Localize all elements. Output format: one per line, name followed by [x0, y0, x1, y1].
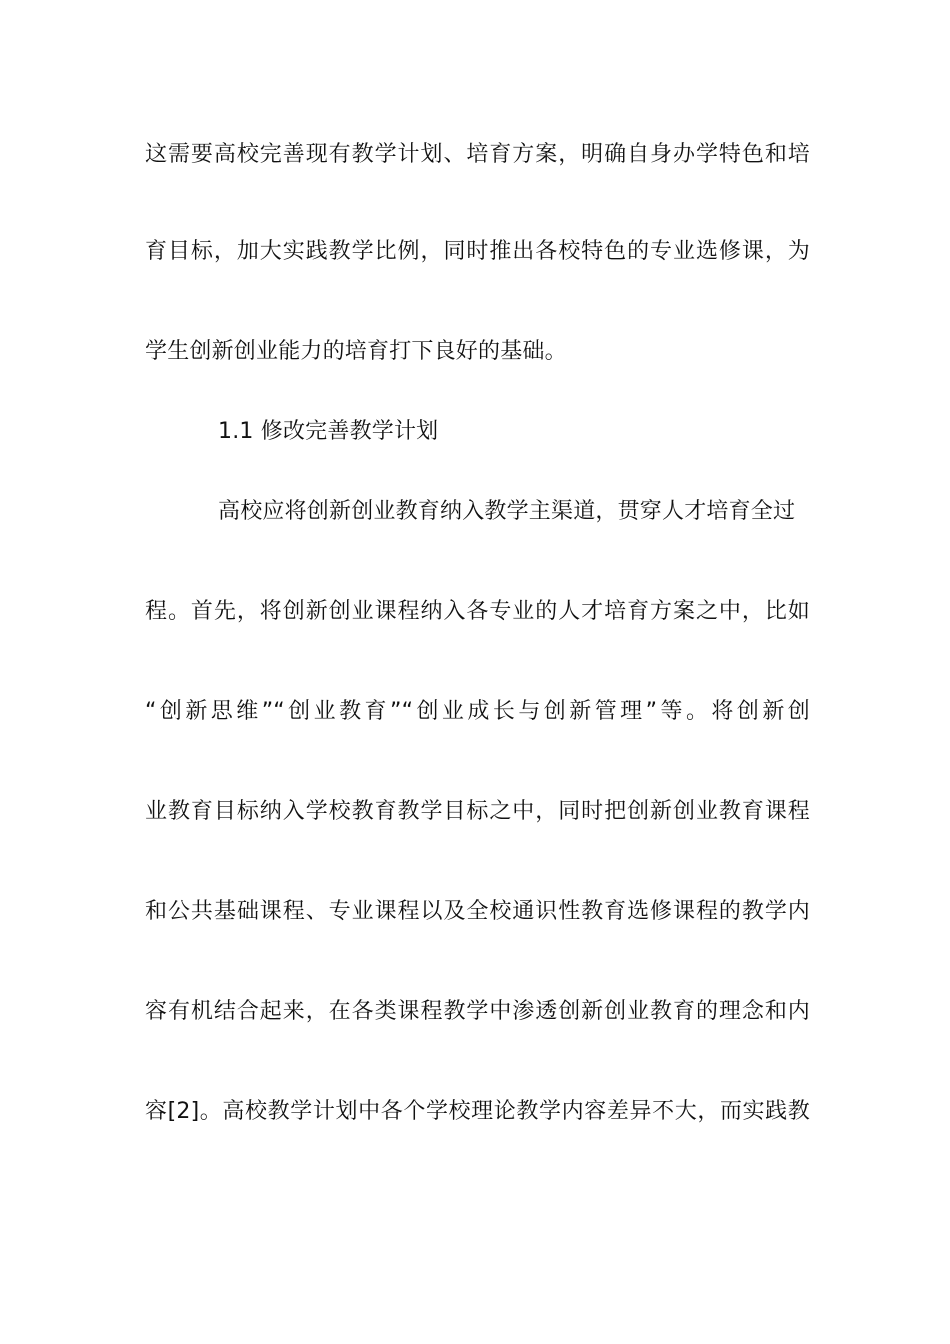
paragraph-line-1: 这需要高校完善现有教学计划、培育方案，明确自身办学特色和培 — [145, 142, 810, 167]
paragraph-line-4: 高校应将创新创业教育纳入教学主渠道，贯穿人才培育全过 — [218, 499, 796, 524]
paragraph-line-5: 程。首先，将创新创业课程纳入各专业的人才培育方案之中，比如 — [145, 599, 810, 624]
section-heading: 1.1 修改完善教学计划 — [218, 419, 439, 444]
paragraph-line-10: 容[2]。高校教学计划中各个学校理论教学内容差异不大，而实践教 — [145, 1099, 810, 1124]
paragraph-line-8: 和公共基础课程、专业课程以及全校通识性教育选修课程的教学内 — [145, 899, 810, 924]
paragraph-line-3: 学生创新创业能力的培育打下良好的基础。 — [145, 339, 567, 364]
paragraph-line-6: “创新思维”“创业教育”“创业成长与创新管理”等。将创新创 — [145, 699, 810, 724]
paragraph-line-9: 容有机结合起来，在各类课程教学中渗透创新创业教育的理念和内 — [145, 999, 810, 1024]
paragraph-line-7: 业教育目标纳入学校教育教学目标之中，同时把创新创业教育课程 — [145, 799, 810, 824]
paragraph-line-2: 育目标，加大实践教学比例，同时推出各校特色的专业选修课，为 — [145, 239, 810, 264]
